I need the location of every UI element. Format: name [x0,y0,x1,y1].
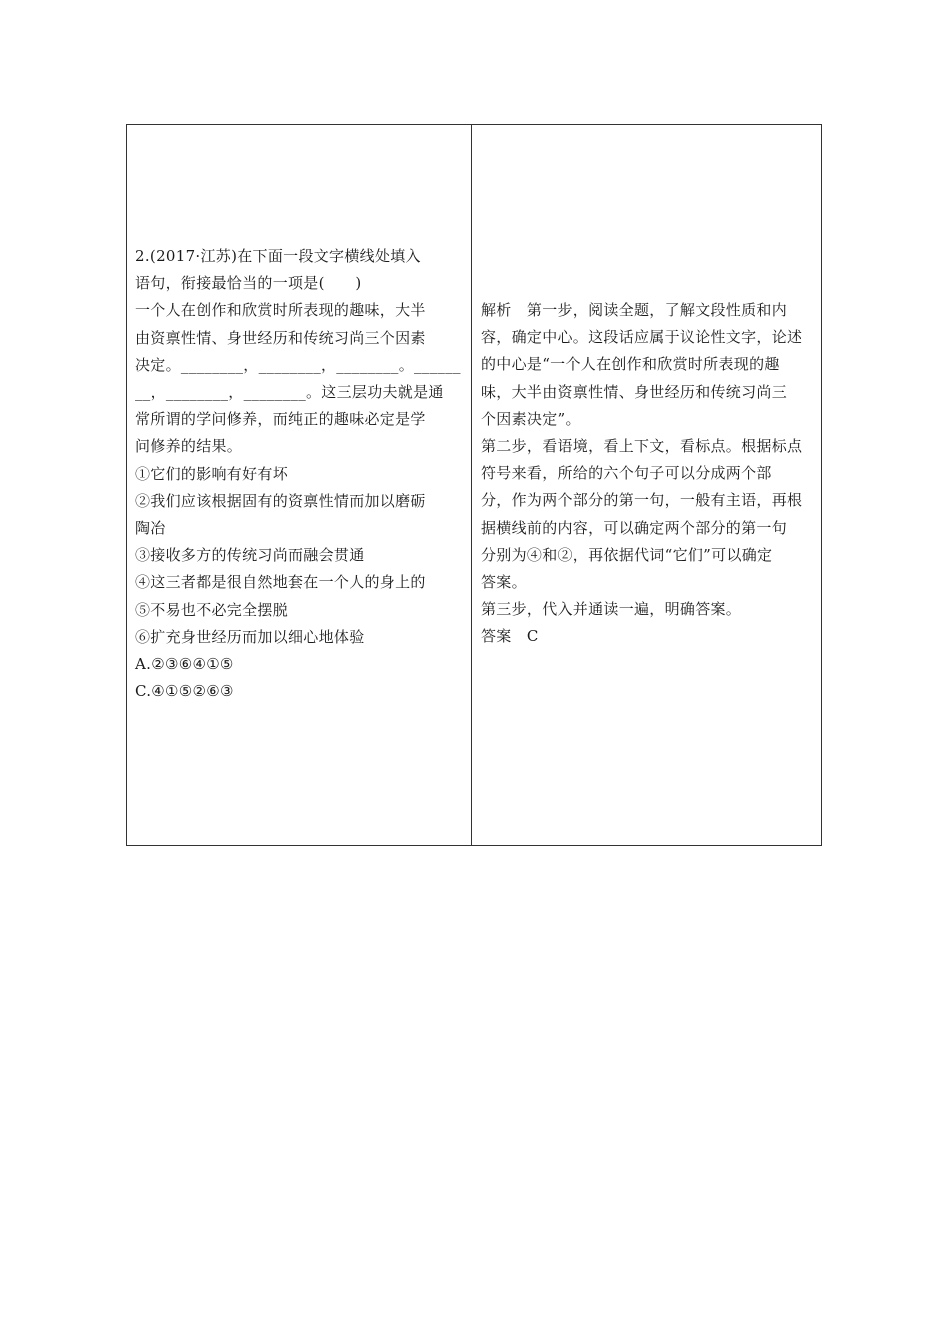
sentence-option-6: ⑥扩充身世经历而加以细心地体验 [135,627,365,646]
sentence-option-1: ①它们的影响有好有坏 [135,464,289,483]
sentence-option-2: ②我们应该根据固有的资禀性情而加以磨砺 [135,491,426,510]
answer-line: 答案 C [481,627,539,646]
analysis-line: 容，确定中心。这段话应属于议论性文字，论述 [481,328,803,347]
analysis-cell [472,125,821,845]
analysis-line: 味，大半由资禀性情、身世经历和传统习尚三 [481,382,788,401]
sentence-option-5: ⑤不易也不必完全摆脱 [135,600,289,619]
passage-line: 一个人在创作和欣赏时所表现的趣味，大半 [135,301,426,320]
question-cell [127,125,472,845]
sentence-option-2-continued: 陶冶 [135,519,166,538]
sentence-option-3: ③接收多方的传统习尚而融会贯通 [135,546,365,565]
passage-line: __，________，________。这三层功夫就是通 [135,383,444,402]
passage-line: 问修养的结果。 [135,437,243,456]
question-stem: 2.(2017·江苏)在下面一段文字横线处填入 [135,247,421,265]
analysis-line: 第三步，代入并通读一遍，明确答案。 [481,600,742,619]
analysis-line: 分别为④和②，再依据代词“它们”可以确定 [481,545,773,564]
analysis-line: 第二步，看语境，看上下文，看标点。根据标点 [481,437,803,456]
passage-line: 决定。________，________，________。______ [135,355,461,374]
answer-choice-c: C.④①⑤②⑥③ [135,682,234,701]
analysis-line: 符号来看，所给的六个句子可以分成两个部 [481,464,772,483]
analysis-line: 解析 第一步，阅读全题，了解文段性质和内 [481,301,788,319]
question-text [135,243,463,705]
analysis-line: 分，作为两个部分的第一句，一般有主语，再根 [481,491,803,510]
answer-choice-a: A.②③⑥④①⑤ [135,655,234,674]
analysis-line: 的中心是“一个人在创作和欣赏时所表现的趣 [481,355,780,374]
sentence-option-4: ④这三者都是很自然地套在一个人的身上的 [135,573,426,592]
passage-line: 常所谓的学问修养，而纯正的趣味必定是学 [135,410,426,429]
analysis-line: 个因素决定”。 [481,409,581,428]
analysis-line: 据横线前的内容，可以确定两个部分的第一句 [481,518,788,537]
question-stem-continued: 语句，衔接最恰当的一项是( ) [135,274,362,293]
passage-line: 由资禀性情、身世经历和传统习尚三个因素 [135,328,426,347]
analysis-text [481,297,815,651]
question-table [126,124,822,846]
analysis-line: 答案。 [481,573,527,592]
